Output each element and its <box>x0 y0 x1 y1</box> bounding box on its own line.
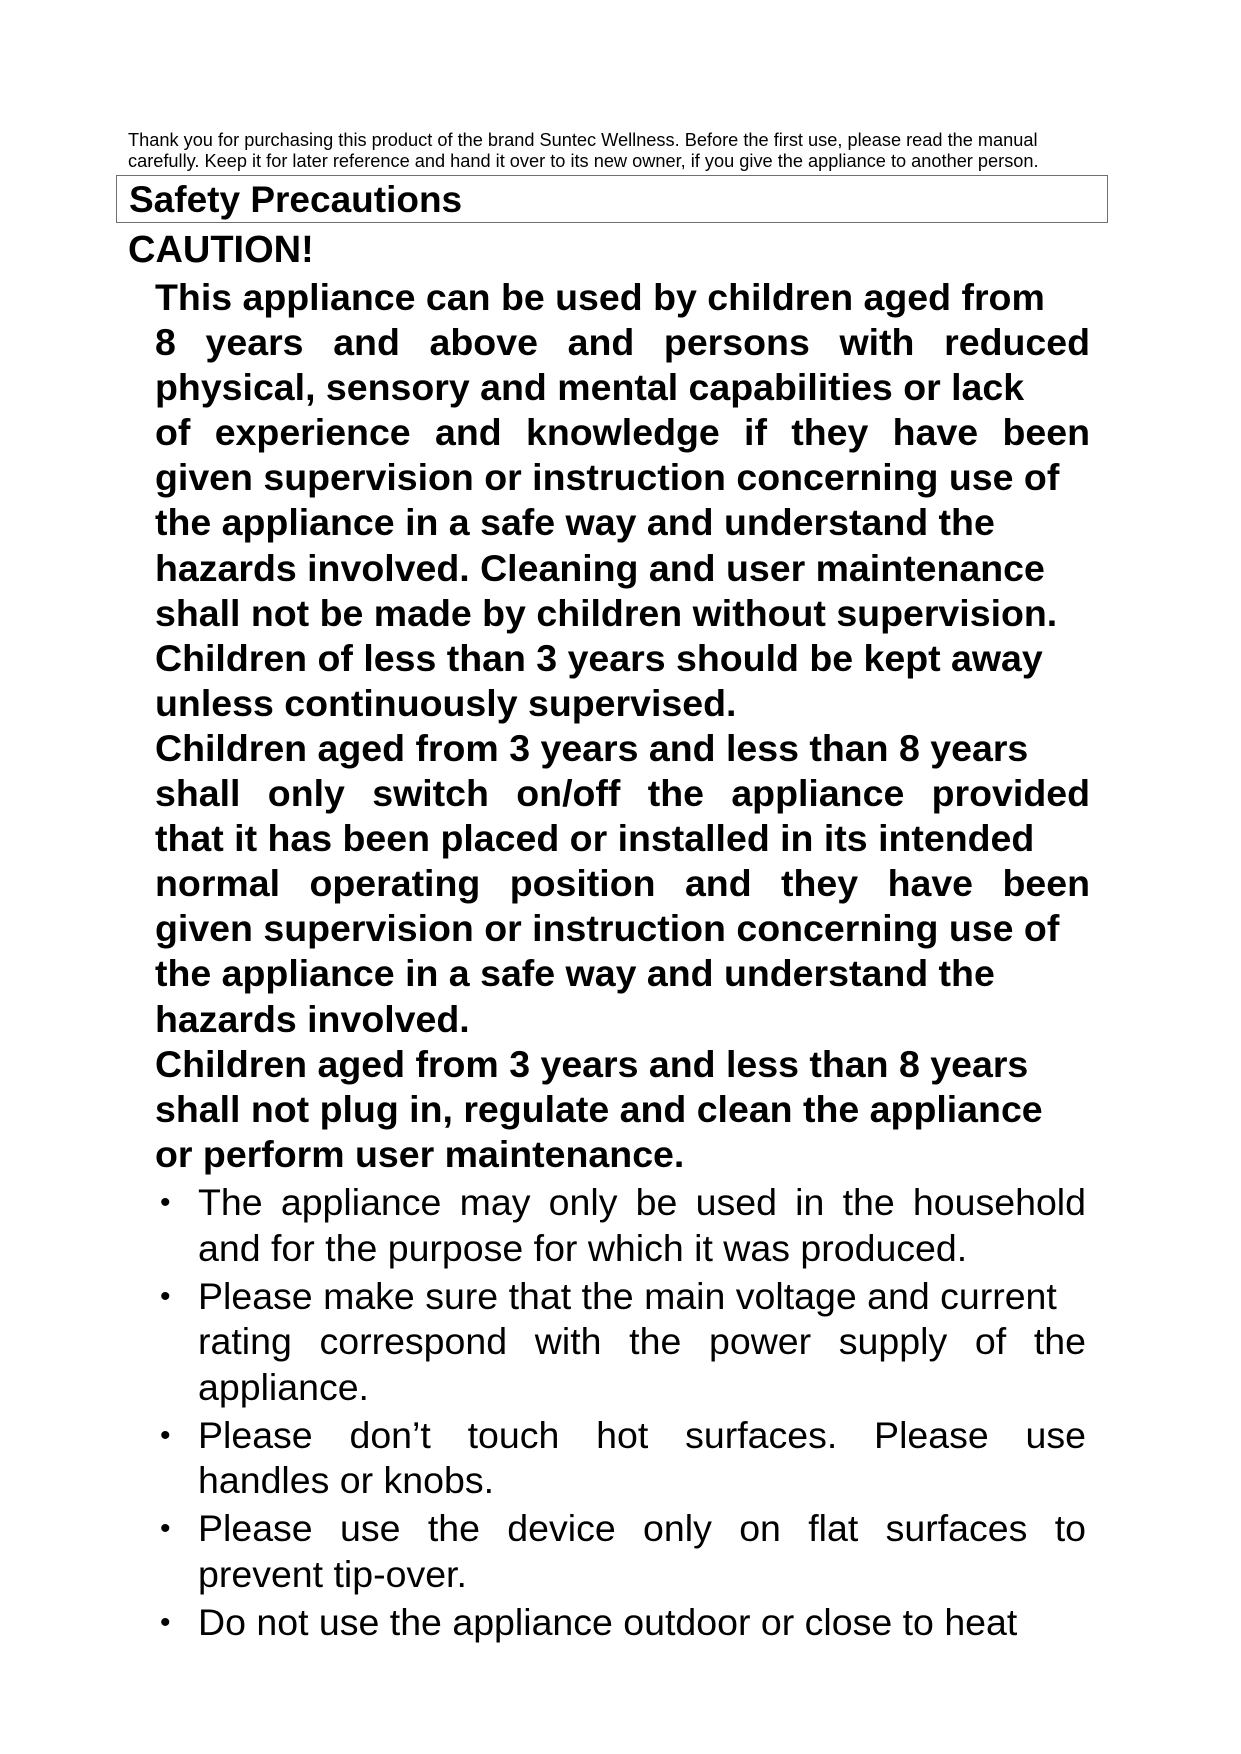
warning-line: of experience and knowledge if they have been <box>155 411 1090 454</box>
warning-line: hazards involved. <box>155 997 470 1040</box>
intro-paragraph <box>128 130 1118 172</box>
bullet-icon: • <box>160 1186 171 1219</box>
safety-bullet-list <box>160 1180 1110 1648</box>
warning-line: shall not plug in, regulate and clean the appliance <box>155 1087 1043 1130</box>
warning-line: unless continuously supervised. <box>155 681 737 724</box>
intro-line: carefully. Keep it for later reference and hand it over to its new owner, if you give the appliance to another person. <box>128 151 1039 171</box>
caution-heading: CAUTION! <box>128 229 314 271</box>
caution-warning-text <box>155 275 1115 1177</box>
warning-line: or perform user maintenance. <box>155 1132 685 1175</box>
bullet-icon: • <box>160 1605 171 1639</box>
warning-line: hazards involved. Cleaning and user maintenance <box>155 546 1045 589</box>
warning-line: given supervision or instruction concerning use of <box>155 907 1060 950</box>
bullet-line: The appliance may only be used in the household <box>198 1181 1086 1223</box>
bullet-line: and for the purpose for which it was produced. <box>198 1226 968 1269</box>
warning-line: the appliance in a safe way and understand the <box>155 952 995 995</box>
bullet-line: appliance. <box>198 1365 369 1408</box>
intro-line: Thank you for purchasing this product of the brand Suntec Wellness. Before the first use, please read the manual <box>128 130 1038 150</box>
warning-line: given supervision or instruction concerning use of <box>155 456 1060 499</box>
warning-line: Children of less than 3 years should be kept away <box>155 636 1043 679</box>
list-item <box>160 1180 1110 1271</box>
warning-line: This appliance can be used by children aged from <box>155 276 1045 318</box>
warning-line: 8 years and above and persons with reduced <box>155 321 1090 364</box>
list-item <box>160 1506 1110 1597</box>
bullet-line: Do not use the appliance outdoor or close to heat <box>198 1600 1018 1643</box>
warning-line: physical, sensory and mental capabilities or lack <box>155 366 1025 409</box>
bullet-icon: • <box>160 1418 171 1452</box>
warning-line: shall not be made by children without supervision. <box>155 591 1058 634</box>
warning-line: shall only switch on/off the appliance provided <box>155 772 1090 815</box>
list-item <box>160 1413 1110 1504</box>
section-header-box <box>116 175 1108 223</box>
bullet-icon: • <box>160 1512 171 1545</box>
section-title: Safety Precautions <box>129 179 463 220</box>
list-item <box>160 1274 1110 1411</box>
bullet-icon: • <box>160 1279 171 1313</box>
warning-line: that it has been placed or installed in its intended <box>155 817 1035 860</box>
warning-line: the appliance in a safe way and understand the <box>155 501 995 544</box>
warning-line: Children aged from 3 years and less than 8 years <box>155 1042 1029 1085</box>
warning-line: normal operating position and they have been <box>155 862 1090 905</box>
bullet-line: rating correspond with the power supply of the <box>198 1320 1086 1362</box>
bullet-line: Please use the device only on flat surfaces to <box>198 1507 1086 1549</box>
bullet-line: prevent tip-over. <box>198 1552 467 1595</box>
bullet-line: handles or knobs. <box>198 1459 495 1501</box>
bullet-line: Please make sure that the main voltage and current <box>198 1274 1057 1317</box>
list-item <box>160 1600 1110 1646</box>
warning-line: Children aged from 3 years and less than 8 years <box>155 726 1029 769</box>
bullet-line: Please don’t touch hot surfaces. Please use <box>198 1413 1086 1456</box>
